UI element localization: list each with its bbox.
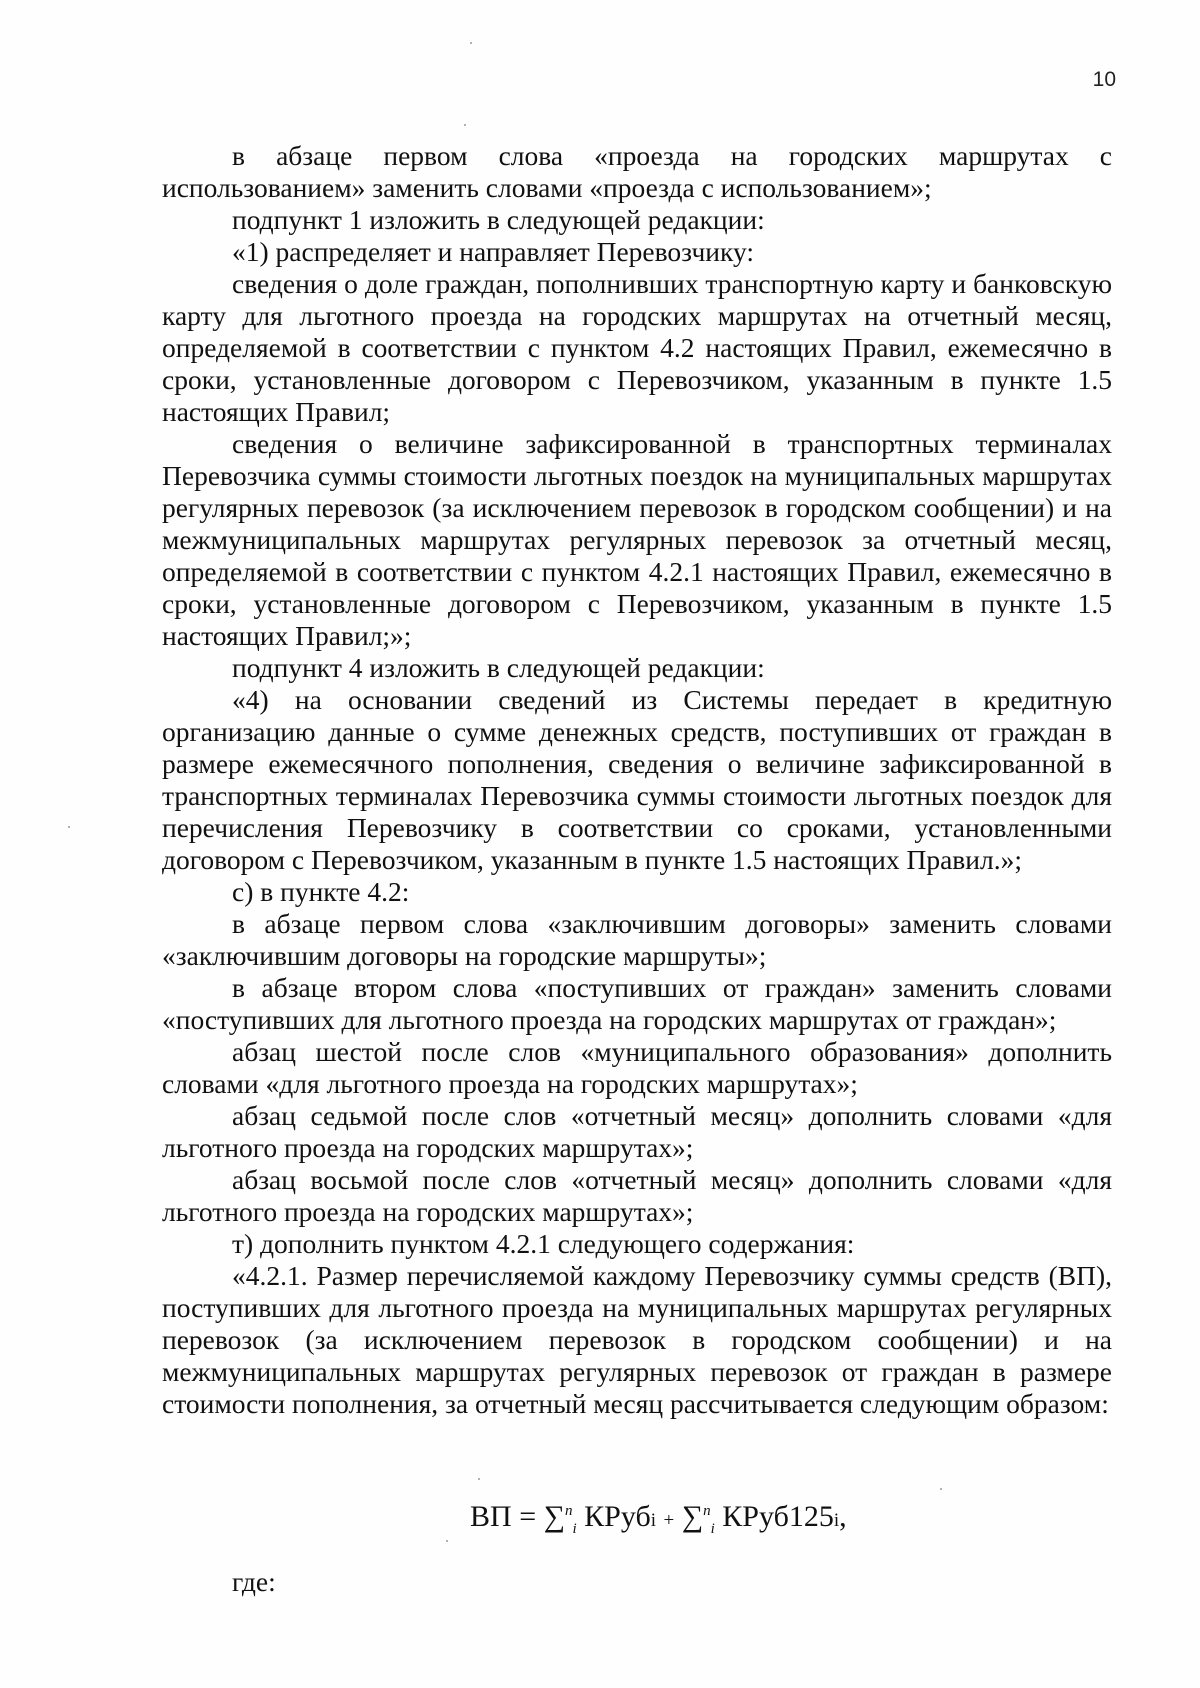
body-text: [162, 140, 1112, 1420]
where-label: где:: [232, 1566, 276, 1597]
formula-term-1: КРуб: [584, 1500, 651, 1533]
scan-speck: [464, 124, 466, 126]
formula-plus: +: [663, 1510, 675, 1531]
paragraph: «4) на основании сведений из Системы передает в кредитную организацию данные о сумме денежных средств, поступивших от граждан в размере ежемесячного пополнения, сведения о величине зафиксированной в транспортных терминалах Перевозчика суммы стоимости льготных поездок для перечисления Перевозчику в соответствии со сроками, установленными договором с Перевозчиком, указанным в пункте 1.5 настоящих Правил.»;: [162, 684, 1112, 875]
sigma-symbol: ∑: [543, 1500, 565, 1533]
formula-term-2: КРуб125: [722, 1500, 834, 1533]
paragraph: с) в пункте 4.2:: [232, 876, 410, 907]
scan-speck: [68, 826, 70, 828]
formula-equals: =: [519, 1500, 537, 1533]
scan-speck: [940, 1488, 942, 1490]
formula: [470, 1500, 847, 1538]
paragraph: в абзаце втором слова «поступивших от граждан» заменить словами «поступивших для льготного проезда на городских маршрутах от граждан»;: [162, 972, 1112, 1035]
paragraph: абзац седьмой после слов «отчетный месяц» дополнить словами «для льготного проезда на городских маршрутах»;: [162, 1100, 1112, 1163]
paragraph: подпункт 4 изложить в следующей редакции:: [232, 652, 765, 683]
sigma-upper-index: n: [565, 1503, 573, 1519]
paragraph: подпункт 1 изложить в следующей редакции:: [232, 204, 765, 235]
sigma-symbol: ∑: [681, 1500, 704, 1533]
paragraph: в абзаце первом слова «заключившим договоры» заменить словами «заключившим договоры на городские маршруты»;: [162, 908, 1112, 971]
formula-term-1-index: i: [650, 1510, 657, 1531]
paragraph: т) дополнить пунктом 4.2.1 следующего содержания:: [232, 1228, 855, 1259]
page-number: 10: [1092, 68, 1116, 91]
paragraph: «4.2.1. Размер перечисляемой каждому Перевозчику суммы средств (ВП), поступивших для льготного проезда на муниципальных маршрутах регулярных перевозок (за исключением перевозок в городском сообщении) и на межмуниципальных маршрутах регулярных перевозок от граждан в размере стоимости пополнения, за отчетный месяц рассчитывается следующим образом:: [162, 1260, 1112, 1419]
paragraph: сведения о величине зафиксированной в транспортных терминалах Перевозчика суммы стоимости льготных поездок на муниципальных маршрутах регулярных перевозок (за исключением перевозок в городском сообщении) и на межмуниципальных маршрутах регулярных перевозок за отчетный месяц, определяемой в соответствии с пунктом 4.2.1 настоящих Правил, ежемесячно в сроки, установленные договором с Перевозчиком, указанным в пункте 1.5 настоящих Правил;»;: [162, 428, 1112, 651]
paragraph: в абзаце первом слова «проезда на городских маршрутах с использованием» заменить словами «проезда с использованием»;: [162, 140, 1112, 203]
formula-trail: ,: [839, 1500, 847, 1533]
formula-lhs: ВП: [470, 1500, 512, 1533]
scan-speck: [470, 42, 472, 44]
paragraph: сведения о доле граждан, пополнивших транспортную карту и банковскую карту для льготного проезда на городских маршрутах на отчетный месяц, определяемой в соответствии с пунктом 4.2 настоящих Правил, ежемесячно в сроки, установленные договором с Перевозчиком, указанным в пункте 1.5 настоящих Правил;: [162, 268, 1112, 427]
sigma-lower-index: i: [572, 1521, 577, 1537]
paragraph: абзац шестой после слов «муниципального образования» дополнить словами «для льготного проезда на городских маршрутах»;: [162, 1036, 1112, 1099]
scan-speck: [478, 1478, 480, 1480]
formula-term-2-index: i: [833, 1510, 840, 1531]
sigma-lower-index: i: [710, 1521, 715, 1537]
scan-speck: [446, 1540, 448, 1542]
paragraph: абзац восьмой после слов «отчетный месяц» дополнить словами «для льготного проезда на городских маршрутах»;: [162, 1164, 1112, 1227]
paragraph: «1) распределяет и направляет Перевозчику:: [232, 236, 755, 267]
sigma-upper-index: n: [703, 1503, 711, 1519]
